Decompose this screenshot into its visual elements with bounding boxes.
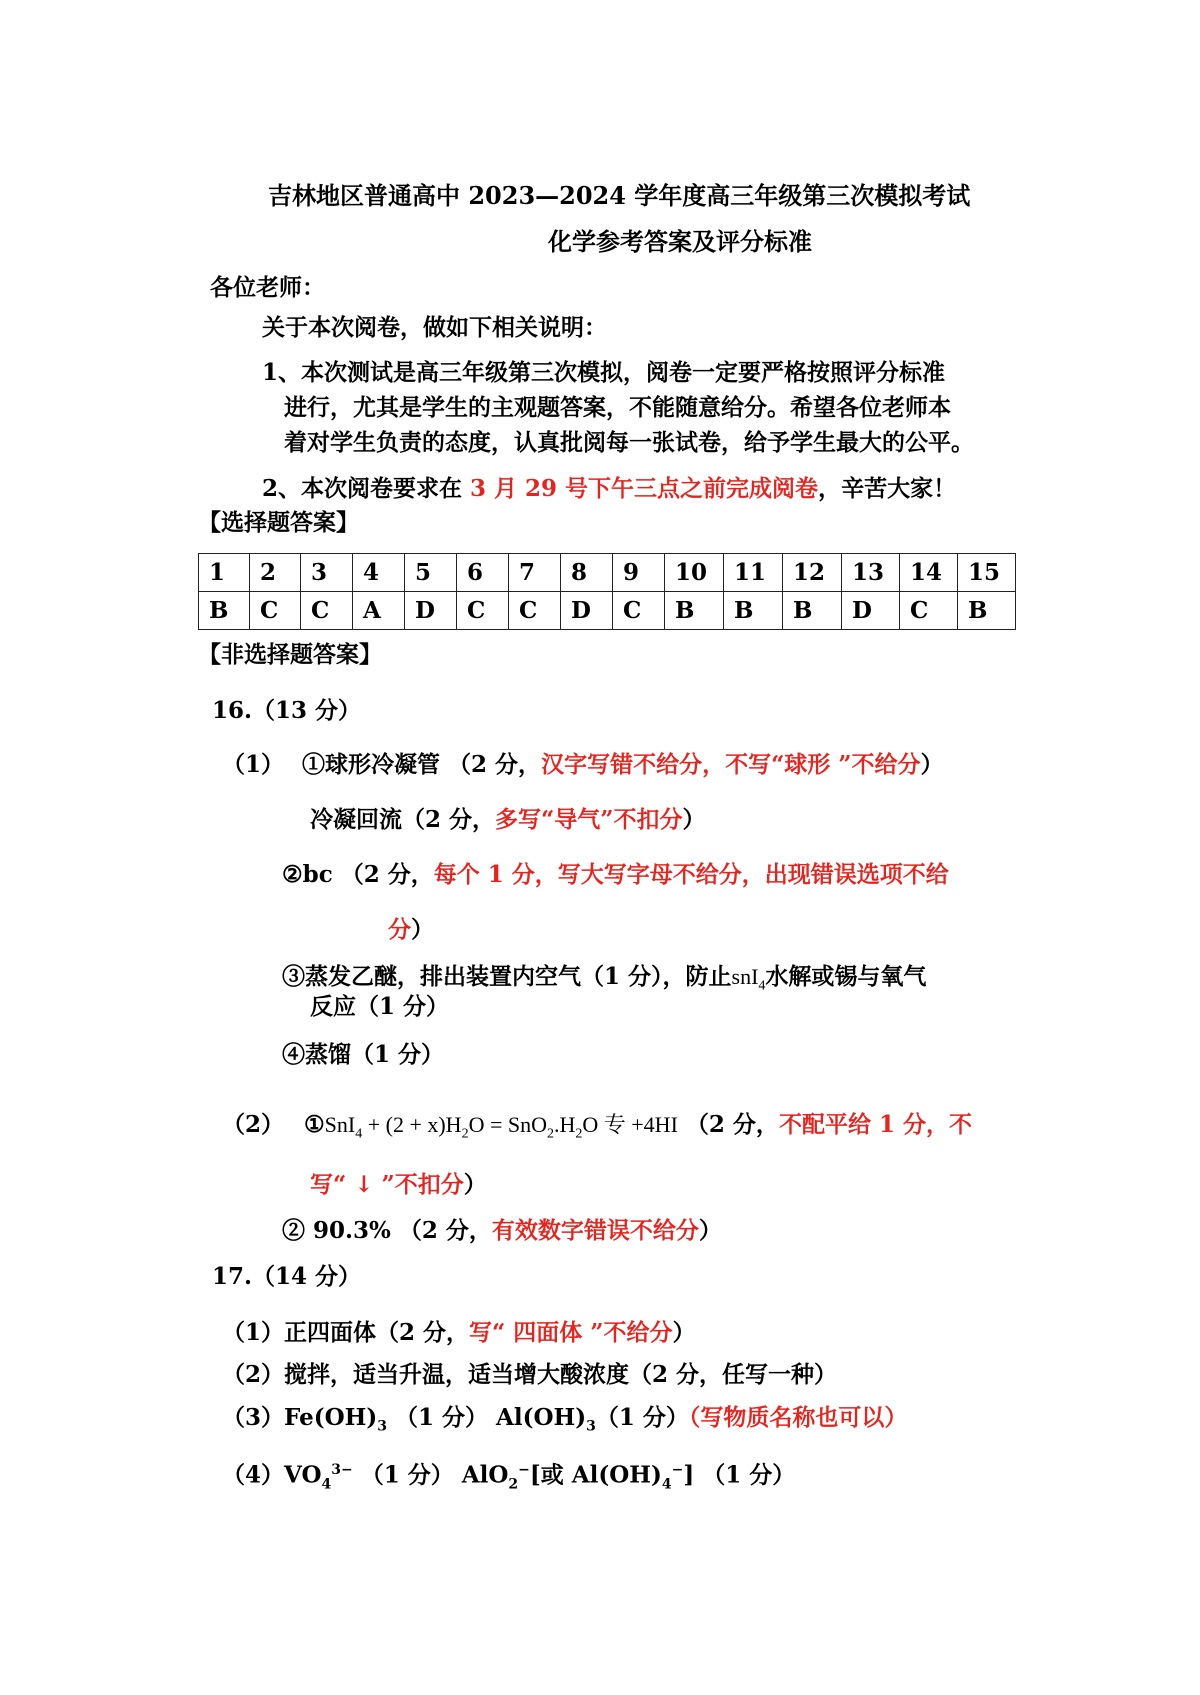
table-row-answers — [199, 592, 1016, 630]
q17-p3-c: （1 分） — [595, 1404, 689, 1431]
q16-p1-d-formula — [731, 964, 766, 994]
answer-cell: B — [958, 592, 1016, 630]
q16-p1-a-rule: 汉字写错不给分，不写“球形 ”不给分 — [541, 751, 921, 778]
doc-title-line2: 化学参考答案及评分标准 — [548, 227, 812, 256]
q17-p4-a-sup: 3− — [331, 1462, 353, 1478]
q16-p1-c-end: ） — [411, 916, 434, 943]
q16-p1-row-c2 — [388, 915, 434, 945]
mc-answer-table — [198, 553, 1016, 630]
q17-p4-c: [或 Al(OH) — [529, 1461, 662, 1489]
qnum-cell: 2 — [250, 554, 301, 592]
answer-cell: C — [250, 592, 301, 630]
note1-line2: 进行，尤其是学生的主观题答案，不能随意给分。希望各位老师本 — [284, 394, 951, 421]
note1-line1: 1、本次测试是高三年级第三次模拟，阅卷一定要严格按照评分标准 — [262, 359, 946, 386]
eq-part: SnI — [324, 1112, 356, 1137]
eq-part: .H — [554, 1112, 576, 1137]
q16-p1-c-rule: 每个 1 分，写大写字母不给分，出现错误选项不给 — [433, 861, 949, 888]
answer-cell: D — [405, 592, 457, 630]
qnum-cell: 6 — [457, 554, 509, 592]
q17-heading: 17.（14 分） — [212, 1263, 362, 1290]
q16-p1-row-b — [310, 805, 705, 835]
answer-cell: B — [665, 592, 724, 630]
q16-p2-equation — [324, 1112, 678, 1142]
q17-p4-c-sub: 4 — [661, 1476, 672, 1493]
qnum-cell: 14 — [900, 554, 958, 592]
greeting: 各位老师： — [210, 274, 325, 301]
q16-p1-label: （1） — [222, 751, 285, 778]
q16-p2-b: ② 90.3% （2 分， — [282, 1217, 492, 1244]
q17-p4-d: ] （1 分） — [683, 1461, 796, 1489]
answer-cell: C — [301, 592, 353, 630]
q16-p2-row-a2 — [310, 1170, 487, 1200]
q16-p2-a-rule-cont: 写“ ↓ ”不扣分 — [310, 1171, 464, 1198]
qnum-cell: 5 — [405, 554, 457, 592]
q16-p2-row-b — [282, 1216, 722, 1246]
answer-cell: D — [842, 592, 900, 630]
q17-p3-rule: （写物质名称也可以） — [688, 1404, 908, 1431]
qnum-cell: 8 — [561, 554, 613, 592]
q16-p2-row-a — [222, 1110, 972, 1149]
q17-p4-b-sup: − — [518, 1462, 530, 1478]
qnum-cell: 3 — [301, 554, 353, 592]
q17-p4-b: （1 分） AlO — [352, 1461, 509, 1489]
note2-prefix: 2、本次阅卷要求在 — [262, 475, 471, 502]
q17-p3-a: （3）Fe(OH) — [222, 1404, 378, 1431]
q16-p1-c: ②bc （2 分， — [282, 861, 434, 888]
q17-p4-c-sup: − — [671, 1462, 684, 1478]
formula-subscript: 4 — [758, 978, 766, 994]
q17-p3 — [222, 1403, 907, 1442]
answer-cell: B — [724, 592, 783, 630]
q16-p1-row-c — [282, 860, 949, 890]
q17-p4-b-sub: 2 — [508, 1476, 519, 1493]
q16-p2-a-rule: 不配平给 1 分，不 — [778, 1111, 972, 1138]
q16-p2-a-end: ） — [463, 1171, 487, 1198]
qnum-cell: 12 — [783, 554, 842, 592]
circled-one: ① — [304, 1111, 325, 1138]
q16-heading: 16.（13 分） — [212, 697, 362, 724]
q16-p1-b: 冷凝回流（2 分， — [310, 806, 496, 833]
q16-p1-c-rule-cont: 分 — [388, 916, 411, 943]
q17-p3-b: （1 分） Al(OH) — [387, 1404, 587, 1431]
note2 — [262, 474, 956, 504]
note2-suffix: ，辛苦大家！ — [818, 475, 957, 502]
mc-heading: 【选择题答案】 — [198, 509, 359, 536]
qnum-cell: 4 — [353, 554, 405, 592]
q17-p4-a-sub: 4 — [321, 1476, 332, 1493]
eq-sub: 2 — [547, 1126, 554, 1142]
qnum-cell: 10 — [665, 554, 724, 592]
q17-p3-a-sub: 3 — [377, 1418, 387, 1435]
q16-p1-d: ③蒸发乙醚，排出装置内空气（1 分），防止 — [282, 963, 732, 990]
q17-p4 — [222, 1455, 795, 1499]
q17-p2: （2）搅拌，适当升温，适当增大酸浓度（2 分，任写一种） — [222, 1361, 838, 1388]
q17-p1-end: ） — [672, 1319, 696, 1346]
answer-cell: C — [613, 592, 665, 630]
note2-deadline: 3 月 29 号下午三点之前完成阅卷 — [470, 475, 819, 502]
q16-p1-b-end: ） — [682, 806, 706, 833]
qnum-cell: 7 — [509, 554, 561, 592]
nonmc-heading: 【非选择题答案】 — [198, 641, 382, 668]
eq-sub: 2 — [575, 1126, 583, 1142]
eq-part: O = SnO — [468, 1112, 547, 1137]
q16-p1-row-d2: 反应（1 分） — [310, 993, 450, 1020]
answer-cell: C — [457, 592, 509, 630]
doc-title-line1: 吉林地区普通高中 2023—2024 学年度高三年级第三次模拟考试 — [268, 181, 971, 210]
q16-p2-label: （2） — [222, 1111, 285, 1138]
q17-p1-text: （1）正四面体（2 分， — [222, 1319, 470, 1346]
q17-p4-a: （4）VO — [222, 1461, 322, 1489]
q16-p2-b-end: ） — [698, 1217, 722, 1244]
note1-line3: 着对学生负责的态度，认真批阅每一张试卷，给予学生最大的公平。 — [284, 429, 974, 456]
qnum-cell: 13 — [842, 554, 900, 592]
table-row-numbers — [199, 554, 1016, 592]
qnum-cell: 15 — [958, 554, 1016, 592]
qnum-cell: 11 — [724, 554, 783, 592]
q16-p1-b-rule: 多写“导气”不扣分 — [495, 806, 683, 833]
eq-part: O 专 +4HI — [582, 1112, 678, 1137]
q16-p2-b-rule: 有效数字错误不给分 — [491, 1217, 699, 1244]
intro-lead: 关于本次阅卷，做如下相关说明： — [262, 314, 607, 341]
eq-part: + (2 + x)H — [362, 1112, 462, 1137]
q17-p3-b-sub: 3 — [586, 1418, 596, 1435]
eq-sub: 4 — [355, 1126, 363, 1142]
qnum-cell: 9 — [613, 554, 665, 592]
q16-p1-row-e: ④蒸馏（1 分） — [282, 1041, 445, 1068]
q16-p1-a: ①球形冷凝管 （2 分， — [302, 751, 542, 778]
answer-cell: B — [199, 592, 250, 630]
answer-cell: D — [561, 592, 613, 630]
q16-p2-a-score: （2 分， — [677, 1111, 779, 1138]
q16-p1-d-tail: 水解或锡与氧气 — [765, 963, 927, 990]
qnum-cell: 1 — [199, 554, 250, 592]
formula-text: snI — [731, 964, 759, 989]
q17-p1-rule: 写“ 四面体 ”不给分 — [469, 1319, 673, 1346]
eq-sub: 2 — [461, 1126, 469, 1142]
answer-cell: C — [900, 592, 958, 630]
answer-cell: A — [353, 592, 405, 630]
q16-p1-row-a — [222, 750, 944, 780]
answer-cell: B — [783, 592, 842, 630]
q17-p1 — [222, 1318, 696, 1348]
q16-p1-a-end: ） — [920, 751, 944, 778]
answer-cell: C — [509, 592, 561, 630]
